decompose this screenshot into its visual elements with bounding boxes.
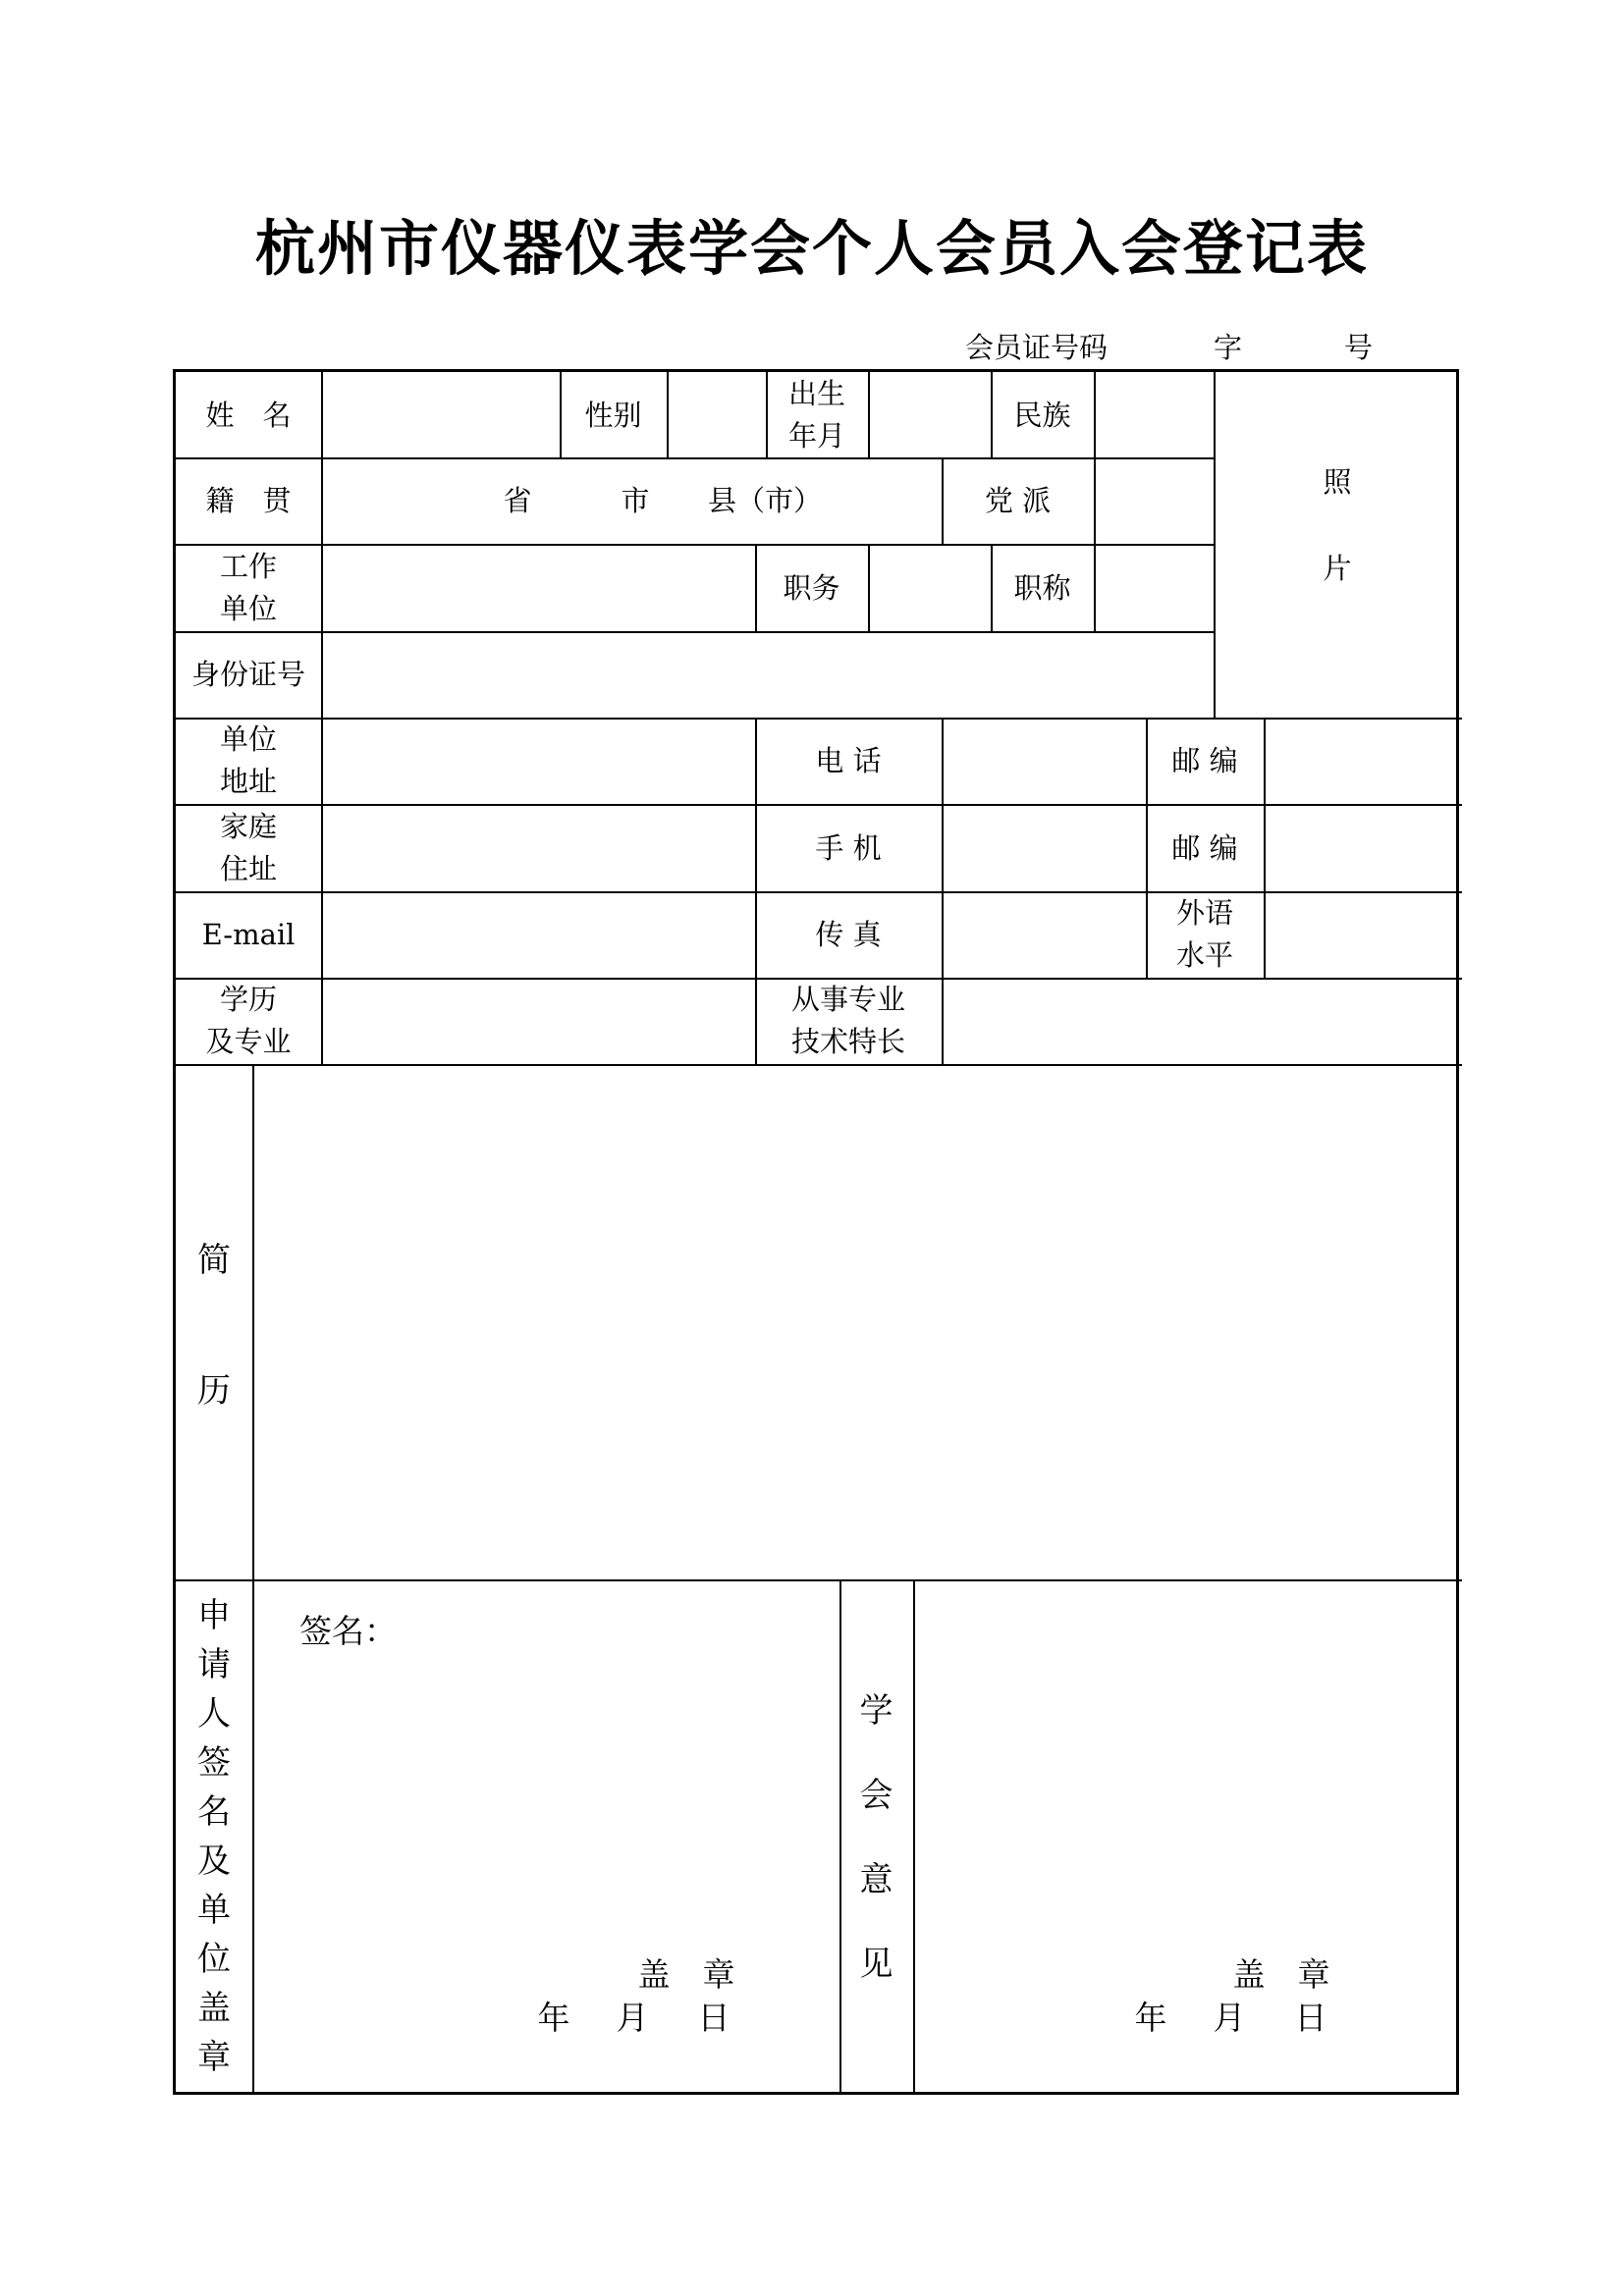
work-unit-label-line1: 工作 bbox=[219, 549, 277, 583]
society-opinion-field[interactable] bbox=[915, 1581, 1459, 2095]
applicant-date-day: 日 bbox=[697, 1999, 731, 2037]
gender-label: 性别 bbox=[584, 398, 642, 432]
unit-address-field[interactable] bbox=[323, 720, 755, 804]
native-city-label: 市 bbox=[621, 484, 650, 517]
native-province-label: 省 bbox=[503, 484, 532, 517]
education-label-line2: 及专业 bbox=[205, 1025, 292, 1058]
home-address-field[interactable] bbox=[323, 806, 755, 891]
title-field[interactable] bbox=[1096, 546, 1214, 631]
home-address-label-line1: 家庭 bbox=[219, 809, 277, 843]
position-label: 职务 bbox=[783, 570, 840, 605]
birth-label-line1: 出生 bbox=[787, 376, 845, 410]
cert-number-label: 会员证号码 bbox=[965, 331, 1109, 364]
resume-char: 历 bbox=[197, 1370, 231, 1411]
cert-zi-label: 字 bbox=[1214, 331, 1243, 364]
mobile-label: 手 机 bbox=[815, 830, 882, 865]
postcode-field[interactable] bbox=[1266, 720, 1459, 804]
education-label-line1: 学历 bbox=[219, 983, 277, 1016]
ethnicity-field[interactable] bbox=[1096, 372, 1214, 457]
applicant-date-month: 月 bbox=[616, 1999, 649, 2037]
language-label bbox=[1146, 891, 1264, 978]
party-field[interactable] bbox=[1096, 459, 1214, 544]
email-label: E-mail bbox=[201, 918, 296, 951]
home-address-label-line2: 住址 bbox=[219, 851, 277, 885]
applicant-char: 名 bbox=[197, 1792, 231, 1832]
language-field[interactable] bbox=[1266, 893, 1459, 978]
society-date-year: 年 bbox=[1134, 1999, 1167, 2037]
language-label-line1: 外语 bbox=[1175, 896, 1233, 930]
birth-label-line2: 年月 bbox=[787, 418, 845, 453]
email-field[interactable] bbox=[323, 893, 755, 978]
home-postcode-field[interactable] bbox=[1266, 806, 1459, 891]
resume-label bbox=[176, 1064, 252, 1579]
work-unit-field[interactable] bbox=[323, 546, 755, 631]
applicant-char: 人 bbox=[197, 1694, 231, 1734]
society-char: 见 bbox=[859, 1944, 893, 1984]
birth-field[interactable] bbox=[870, 372, 991, 457]
postcode-label: 邮 编 bbox=[1171, 744, 1238, 777]
applicant-signature-label bbox=[176, 1579, 252, 2095]
position-field[interactable] bbox=[870, 546, 991, 631]
birth-label bbox=[766, 372, 868, 457]
work-unit-label bbox=[176, 544, 321, 631]
specialty-label-line1: 从事专业 bbox=[790, 983, 905, 1016]
society-date-day: 日 bbox=[1294, 1999, 1327, 2037]
gender-field[interactable] bbox=[669, 372, 766, 457]
page-title: 杭州市仪器仪表学会个人会员入会登记表 bbox=[254, 214, 1369, 284]
applicant-char: 位 bbox=[197, 1940, 231, 1979]
id-number-field[interactable] bbox=[323, 633, 1214, 718]
society-char: 学 bbox=[859, 1690, 893, 1731]
phone-field[interactable] bbox=[944, 720, 1146, 804]
work-unit-label-line2: 单位 bbox=[219, 591, 277, 625]
specialty-label bbox=[755, 978, 942, 1064]
unit-address-label bbox=[176, 718, 321, 804]
applicant-seal-label: 盖 章 bbox=[637, 1955, 735, 1994]
society-date-month: 月 bbox=[1213, 1999, 1246, 2037]
unit-address-label-line2: 地址 bbox=[219, 765, 277, 798]
party-label: 党 派 bbox=[984, 484, 1052, 517]
photo-label-1: 照 bbox=[1323, 465, 1352, 499]
native-place-label: 籍 贯 bbox=[205, 484, 292, 517]
specialty-label-line2: 技术特长 bbox=[790, 1025, 905, 1058]
mobile-field[interactable] bbox=[944, 806, 1146, 891]
applicant-date-year: 年 bbox=[537, 1999, 570, 2037]
unit-address-label-line1: 单位 bbox=[219, 722, 277, 756]
ethnicity-label: 民族 bbox=[1013, 398, 1071, 432]
resume-field[interactable] bbox=[254, 1066, 1459, 1579]
id-number-label: 身份证号 bbox=[190, 658, 305, 691]
fax-label: 传 真 bbox=[815, 918, 882, 951]
applicant-char: 签 bbox=[197, 1743, 231, 1783]
applicant-char: 申 bbox=[197, 1596, 231, 1635]
phone-label: 电 话 bbox=[815, 744, 882, 777]
society-char: 会 bbox=[859, 1775, 893, 1815]
fax-field[interactable] bbox=[944, 893, 1146, 978]
resume-char: 简 bbox=[197, 1240, 231, 1280]
name-label: 姓 名 bbox=[205, 398, 292, 432]
cert-hao-label: 号 bbox=[1344, 331, 1374, 364]
applicant-char: 及 bbox=[197, 1842, 231, 1881]
home-address-label bbox=[176, 804, 321, 891]
name-field[interactable] bbox=[323, 372, 560, 457]
native-county-label: 县（市） bbox=[707, 484, 822, 517]
title-label: 职称 bbox=[1013, 570, 1071, 605]
photo-label-2: 片 bbox=[1323, 552, 1352, 585]
applicant-char: 单 bbox=[197, 1891, 231, 1930]
applicant-char: 请 bbox=[197, 1645, 231, 1684]
applicant-char: 盖 bbox=[197, 1989, 231, 2028]
society-opinion-label bbox=[839, 1579, 913, 2095]
applicant-char: 章 bbox=[197, 2038, 231, 2077]
photo-box[interactable] bbox=[1216, 372, 1459, 718]
home-postcode-label: 邮 编 bbox=[1171, 830, 1238, 865]
specialty-field[interactable] bbox=[944, 980, 1459, 1064]
society-seal-label: 盖 章 bbox=[1232, 1955, 1330, 1994]
education-label bbox=[176, 978, 321, 1064]
education-field[interactable] bbox=[323, 980, 755, 1064]
language-label-line2: 水平 bbox=[1175, 938, 1233, 972]
registration-table bbox=[173, 369, 1459, 2095]
signature-label: 签名： bbox=[299, 1612, 397, 1650]
society-char: 意 bbox=[859, 1859, 893, 1899]
